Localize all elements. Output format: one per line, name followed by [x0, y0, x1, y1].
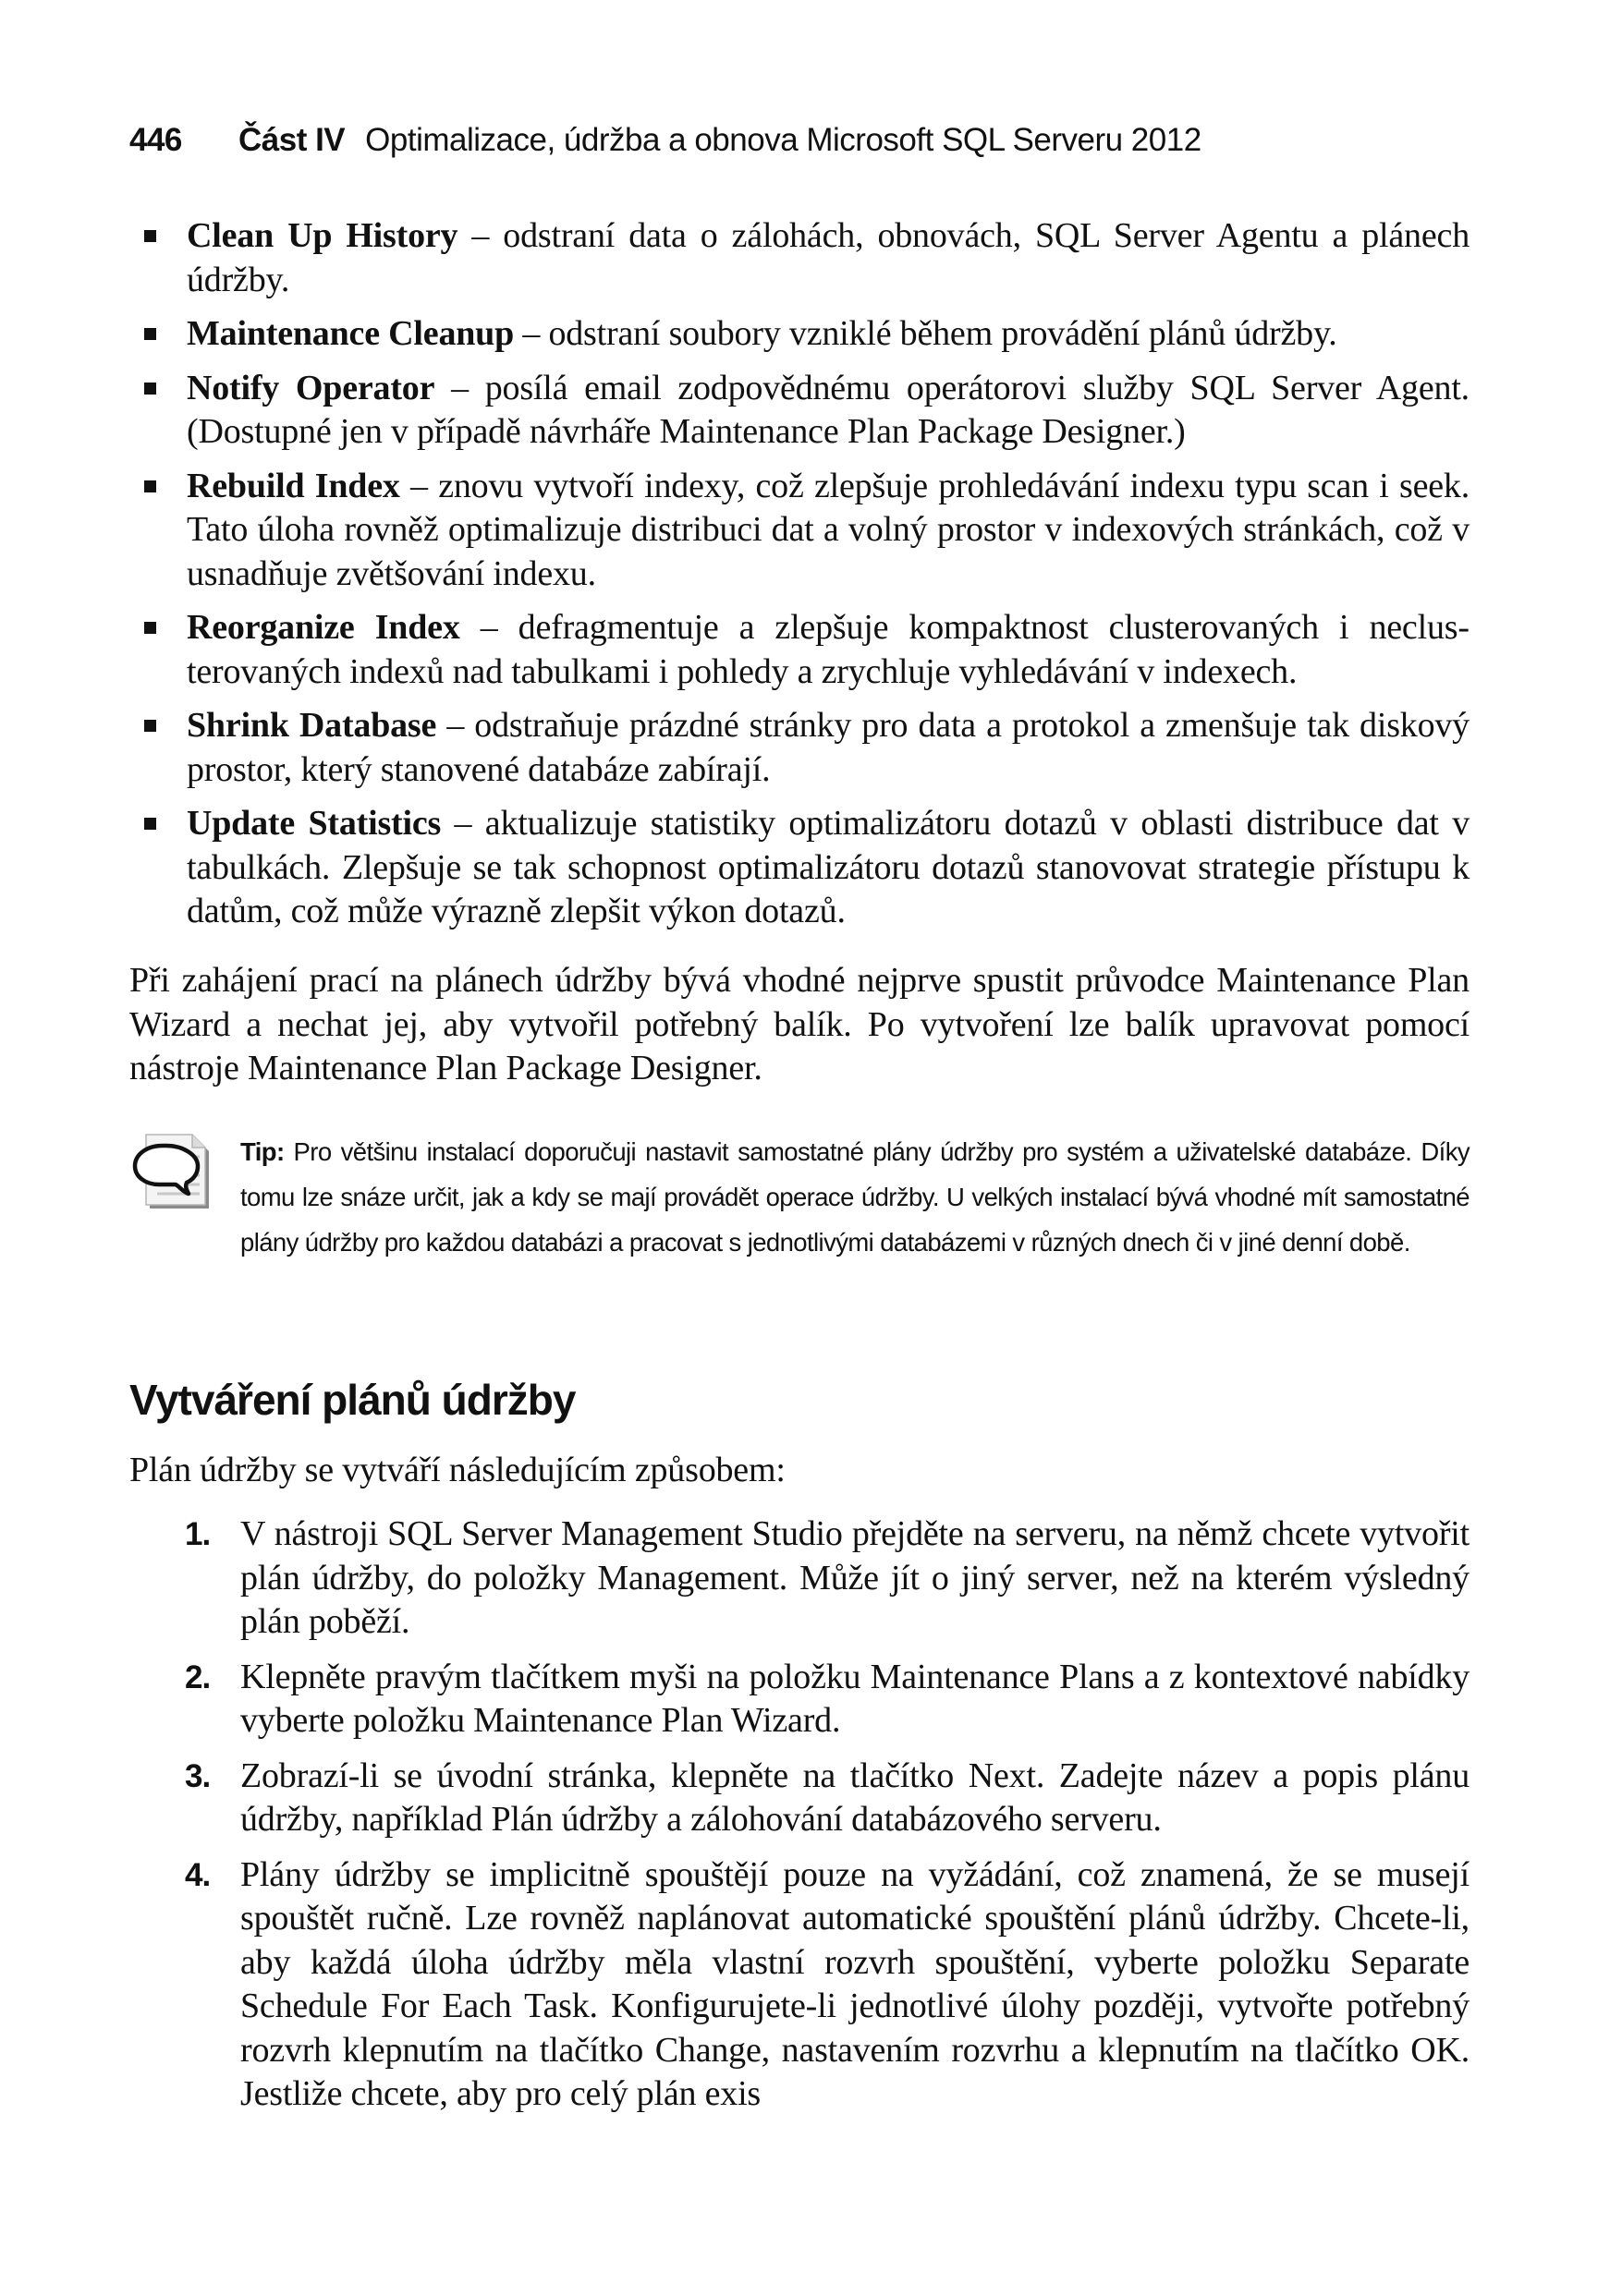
bullet-description: – defragmentuje a zlepšuje kompaktnost clusterovaných i neclusterovaných indexů nad tabulkami i pohledy a zrychluje vyhledávání v indexech. — [187, 608, 1470, 691]
bullet-description: – odstraní data o zálohách, obnovách, SQL Server Agentu a plánech údržby. — [187, 216, 1470, 299]
section-heading: Vytváření plánů údržby — [129, 1376, 576, 1424]
bullet-term: Clean Up History — [187, 216, 458, 255]
step-number: 4. — [185, 1856, 211, 1893]
bullet-term: Maintenance Cleanup — [187, 314, 515, 353]
bullet-item-notify-operator — [129, 367, 1470, 455]
chapter-title: Optimalizace, údržba a obnova Microsoft SQL Serveru 2012 — [365, 122, 1201, 158]
bullet-description: – znovu vytvoří indexy, což zlepšuje prohledávání indexu typu scan i seek. Tato úloha rovněž optimalizuje distribuci dat a volný prostor v indexových stránkách, což v usnadňuje zvětšování indexu. — [187, 466, 1470, 593]
tip-label: Tip: — [240, 1137, 285, 1166]
bullet-item-reorganize-index — [129, 606, 1470, 694]
bullet-item-maintenance-cleanup — [129, 312, 1470, 357]
numbered-steps — [185, 1512, 1470, 2128]
bullet-description: – odstraní soubory vzniklé během provádění plánů údržby. — [514, 314, 1337, 353]
step-text: Klepněte pravým tlačítkem myši na položku Maintenance Plans a z kontextové nabídky vyberte položku Maintenance Plan Wizard. — [240, 1657, 1470, 1740]
square-bullet-icon — [144, 720, 156, 732]
step-number: 2. — [185, 1658, 211, 1695]
square-bullet-icon — [144, 622, 156, 634]
square-bullet-icon — [144, 230, 156, 242]
step-text: V nástroji SQL Server Management Studio přejděte na serveru, na němž chcete vytvořit plán údržby, do položky Management. Může jít o jiný server, než na kterém výsledný plán poběží. — [240, 1514, 1470, 1641]
step-number: 3. — [185, 1757, 211, 1794]
square-bullet-icon — [144, 480, 156, 492]
step-item — [185, 1853, 1470, 2117]
task-bullet-list — [129, 214, 1470, 944]
square-bullet-icon — [144, 383, 156, 395]
bullet-description: – posílá email zodpovědnému operátorovi služby SQL Server Agent. (Dostupné jen v případě návrháře Maintenance Plan Package Designer.) — [187, 368, 1470, 451]
step-text: Plány údržby se implicitně spouštějí pouze na vyžádání, což znamená, že se musejí spouštět ručně. Lze rovněž naplánovat automatické spouštění plánů údržby. Chcete-li, aby každá úloha údržby měla vlastní rozvrh spouštění, vyberte položku Separate Schedule For Each Task. Konfigurujete-li jednotlivé úlohy později, vytvořte potřebný rozvrh klepnutím na tlačítko Change, nastavením rozvrhu a klepnutím na tlačítko OK. Jestliže chcete, aby pro celý plán exis — [240, 1854, 1470, 2113]
page-number: 446 — [129, 122, 182, 158]
bullet-item-clean-up-history — [129, 214, 1470, 302]
bullet-term: Reorganize Index — [187, 608, 460, 647]
step-text: Zobrazí-li se úvodní stránka, klepněte na tlačítko Next. Zadejte název a popis plánu údržby, například Plán údržby a zálohování databázového serveru. — [240, 1755, 1470, 1839]
bullet-term: Rebuild Index — [187, 466, 400, 505]
tip-box — [129, 1129, 1470, 1323]
square-bullet-icon — [144, 818, 156, 830]
bullet-term: Update Statistics — [187, 804, 442, 843]
bullet-term: Shrink Database — [187, 706, 437, 745]
tip-body: Pro většinu instalací doporučuji nastavit samostatné plány údržby pro systém a uživatelské databáze. Díky tomu lze snáze určit, jak a kdy se mají provádět operace údržby. U velkých instalací bývá vhodné mít samostatné plány údržby pro každou databázi a pracovat s jednotlivými databázemi v různých dnech či v jiné denní době. — [240, 1137, 1470, 1257]
bullet-item-rebuild-index — [129, 465, 1470, 597]
step-item — [185, 1656, 1470, 1743]
bullet-term: Notify Operator — [187, 368, 435, 407]
bullet-description: – aktualizuje statistiky optimalizátoru dotazů v oblasti distribuce dat v tabulkách. Zlepšuje se tak schopnost optimalizátoru dotazů stanovovat strategie přístupu k datům, což může výrazně zlepšit výkon dotazů. — [187, 804, 1470, 930]
square-bullet-icon — [144, 328, 156, 340]
body-paragraph: Při zahájení prací na plánech údržby bývá vhodné nejprve spustit průvodce Maintenance Plan Wizard a nechat jej, aby vytvořil potřebný balík. Po vytvoření lze balík upravovat pomocí nástroje Maintenance Plan Package Designer. — [129, 961, 1470, 1087]
step-item — [185, 1755, 1470, 1842]
running-header — [129, 122, 1201, 159]
bullet-item-shrink-database — [129, 704, 1470, 792]
part-label: Část IV — [238, 122, 346, 158]
step-item — [185, 1512, 1470, 1645]
bullet-item-update-statistics — [129, 802, 1470, 934]
speech-bubble-note-icon — [129, 1129, 213, 1212]
step-number: 1. — [185, 1516, 211, 1552]
tip-text — [240, 1129, 1470, 1265]
section-intro: Plán údržby se vytváří následujícím způsobem: — [129, 1451, 786, 1489]
bullet-description: – odstraňuje prázdné stránky pro data a protokol a zmenšuje tak diskový prostor, který stanovené databáze zabírají. — [187, 706, 1470, 789]
